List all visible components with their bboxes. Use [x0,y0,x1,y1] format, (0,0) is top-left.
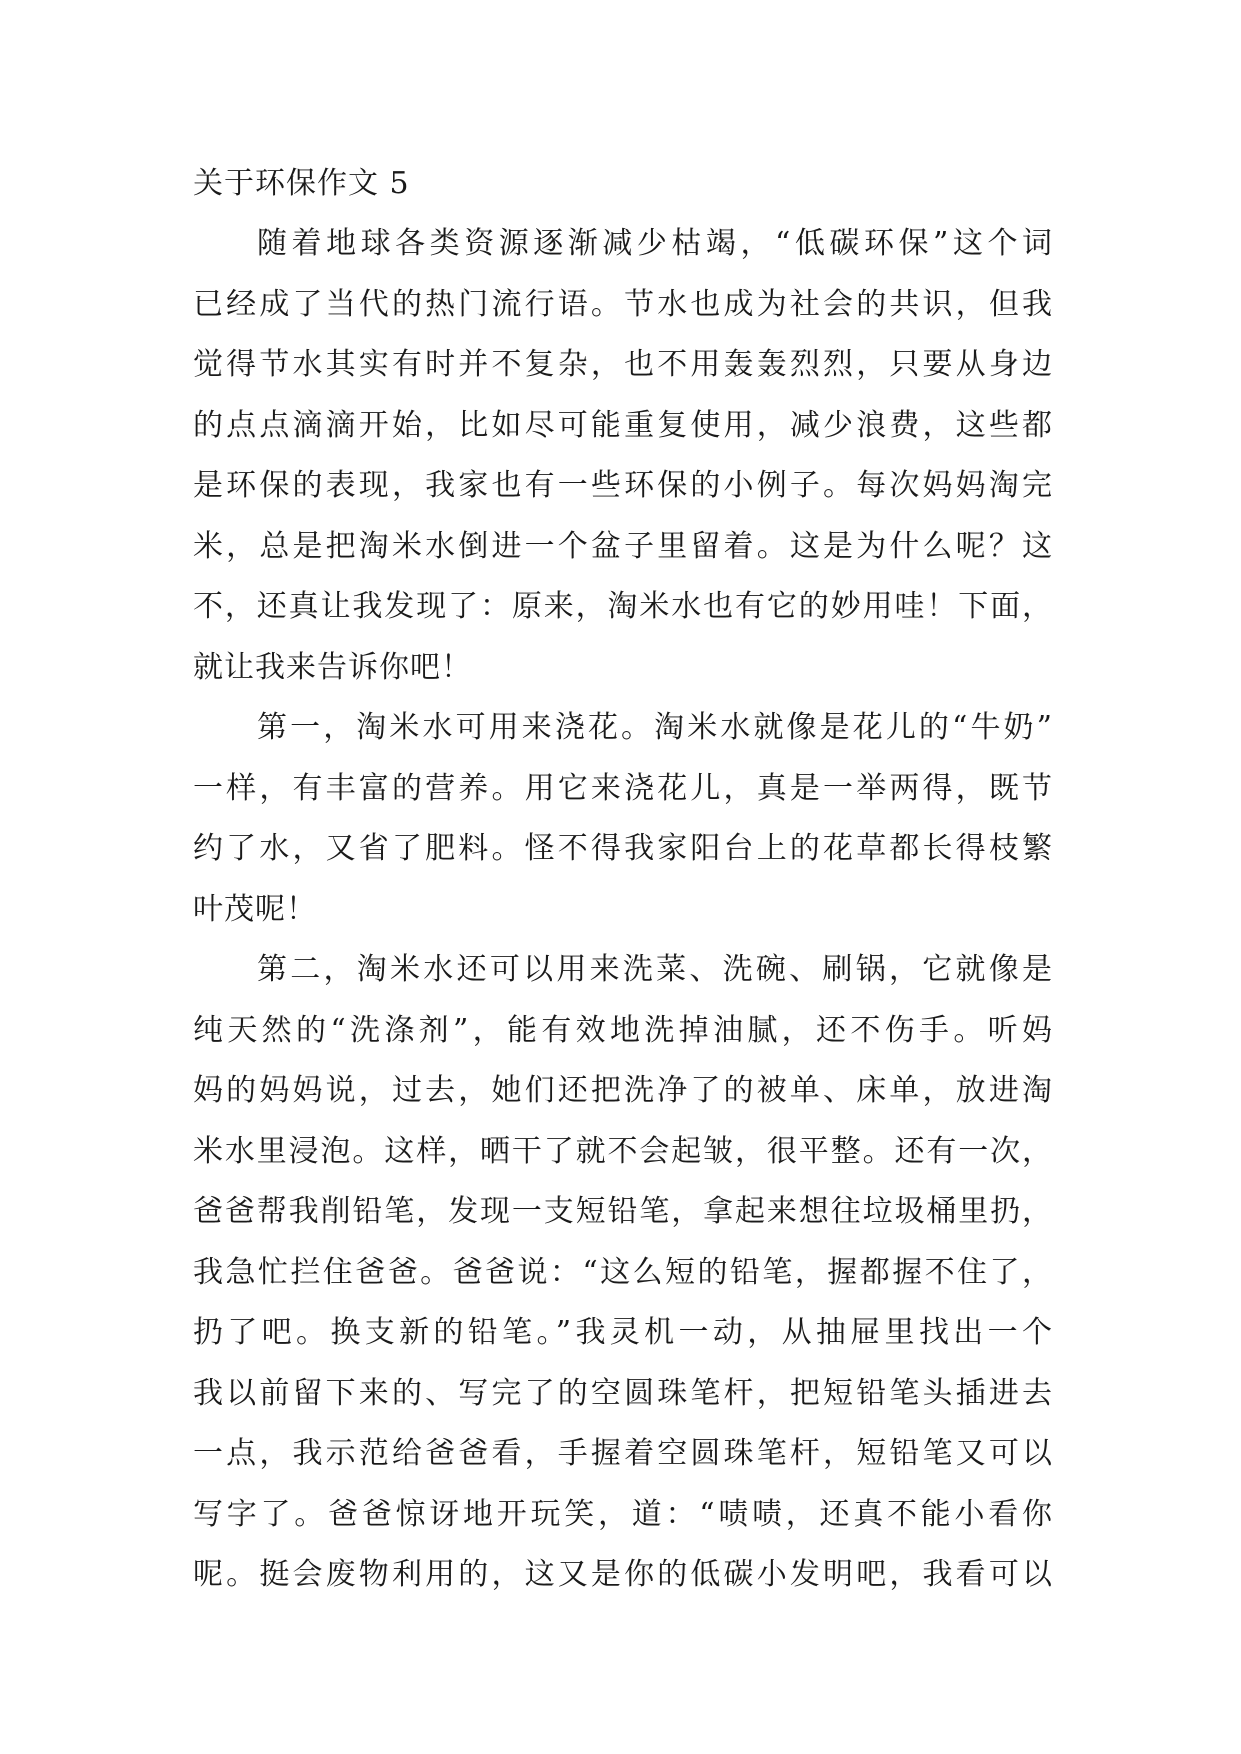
text-line: 觉得节水其实有时并不复杂，也不用轰轰烈烈，只要从身边 [193,347,1053,382]
text-line: 妈的妈妈说，过去，她们还把洗净了的被单、床单，放进淘 [193,1073,1053,1108]
text-line: 扔了吧。换支新的铅笔。”我灵机一动，从抽屉里找出一个 [193,1315,1053,1350]
text-line: 叶茂呢！ [193,891,317,927]
text-line: 就让我来告诉你吧！ [193,649,472,685]
text-line: 爸爸帮我削铅笔，发现一支短铅笔，拿起来想往垃圾桶里扔， [193,1194,1053,1229]
text-line: 随着地球各类资源逐渐减少枯竭，“低碳环保”这个词 [257,226,1053,261]
text-line: 一样，有丰富的营养。用它来浇花儿，真是一举两得，既节 [193,770,1053,806]
text-line: 不，还真让我发现了：原来，淘米水也有它的妙用哇！下面， [193,589,1053,624]
text-line: 呢。挺会废物利用的，这又是你的低碳小发明吧，我看可以 [193,1557,1053,1592]
text-line: 约了水，又省了肥料。怪不得我家阳台上的花草都长得枝繁 [193,831,1053,866]
text-line: 米，总是把淘米水倒进一个盆子里留着。这是为什么呢？这 [193,528,1053,564]
text-line: 第一，淘米水可用来浇花。淘米水就像是花儿的“牛奶” [257,710,1053,745]
text-line: 我以前留下来的、写完了的空圆珠笔杆，把短铅笔头插进去 [193,1375,1053,1411]
text-line: 的点点滴滴开始，比如尽可能重复使用，减少浪费，这些都 [193,407,1053,443]
text-line: 纯天然的“洗涤剂”，能有效地洗掉油腻，还不伤手。听妈 [193,1012,1053,1048]
text-line: 是环保的表现，我家也有一些环保的小例子。每次妈妈淘完 [193,468,1053,503]
document-title: 关于环保作文 5 [193,166,410,201]
text-line: 我急忙拦住爸爸。爸爸说：“这么短的铅笔，握都握不住了， [193,1254,1053,1290]
text-line: 米水里浸泡。这样，晒干了就不会起皱，很平整。还有一次， [193,1133,1053,1169]
text-line: 一点，我示范给爸爸看，手握着空圆珠笔杆，短铅笔又可以 [193,1436,1053,1471]
document-body [193,162,1053,1614]
text-line: 第二，淘米水还可以用来洗菜、洗碗、刷锅，它就像是 [257,952,1053,987]
text-line: 写字了。爸爸惊讶地开玩笑，道：“啧啧，还真不能小看你 [193,1496,1053,1532]
paragraph-block [193,222,1053,1597]
text-line: 已经成了当代的热门流行语。节水也成为社会的共识，但我 [193,286,1053,322]
